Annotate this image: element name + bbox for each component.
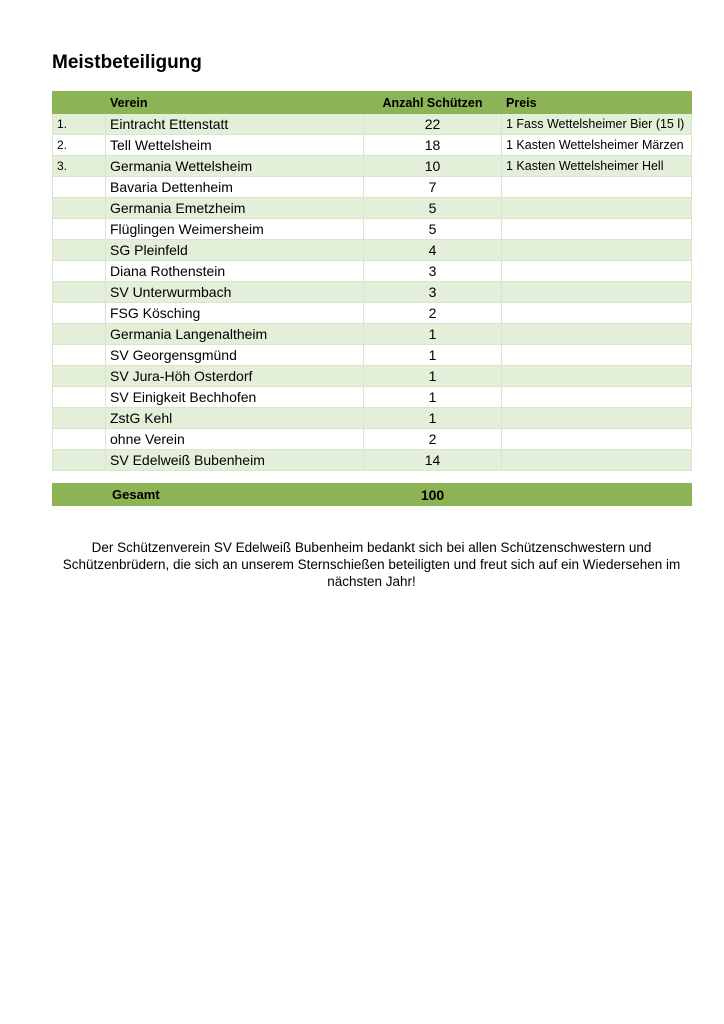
rank-cell: 3. <box>53 156 106 177</box>
count-cell: 1 <box>364 324 502 345</box>
rank-cell <box>53 303 106 324</box>
table-body <box>53 114 692 471</box>
club-cell: SV Unterwurmbach <box>106 282 364 303</box>
prize-cell <box>502 366 692 387</box>
header-rank <box>53 92 106 114</box>
count-cell: 4 <box>364 240 502 261</box>
rank-cell <box>53 240 106 261</box>
rank-cell <box>53 366 106 387</box>
rank-cell <box>53 429 106 450</box>
prize-cell <box>502 345 692 366</box>
prize-cell <box>502 408 692 429</box>
count-cell: 3 <box>364 261 502 282</box>
header-count: Anzahl Schützen <box>364 92 502 114</box>
club-cell: SV Edelweiß Bubenheim <box>106 450 364 471</box>
rank-cell <box>53 450 106 471</box>
table-row <box>53 366 692 387</box>
club-cell: ohne Verein <box>106 429 364 450</box>
rank-cell <box>53 282 106 303</box>
header-club: Verein <box>106 92 364 114</box>
rank-cell <box>53 324 106 345</box>
prize-cell <box>502 429 692 450</box>
rank-cell <box>53 198 106 219</box>
count-cell: 1 <box>364 408 502 429</box>
prize-cell: 1 Fass Wettelsheimer Bier (15 l) <box>502 114 692 135</box>
club-cell: Diana Rothenstein <box>106 261 364 282</box>
prize-cell: 1 Kasten Wettelsheimer Hell <box>502 156 692 177</box>
table-row <box>53 387 692 408</box>
count-cell: 18 <box>364 135 502 156</box>
club-cell: SV Jura-Höh Osterdorf <box>106 366 364 387</box>
table-row <box>53 345 692 366</box>
table-row <box>53 177 692 198</box>
club-cell: Eintracht Ettenstatt <box>106 114 364 135</box>
club-cell: Tell Wettelsheim <box>106 135 364 156</box>
total-prize-cell <box>502 484 692 506</box>
table-row <box>53 198 692 219</box>
count-cell: 1 <box>364 387 502 408</box>
header-prize: Preis <box>502 92 692 114</box>
prize-cell <box>502 282 692 303</box>
page-title: Meistbeteiligung <box>52 52 202 73</box>
table-row <box>53 450 692 471</box>
count-cell: 1 <box>364 366 502 387</box>
table-row <box>53 429 692 450</box>
count-cell: 22 <box>364 114 502 135</box>
table-row <box>53 156 692 177</box>
club-cell: Germania Emetzheim <box>106 198 364 219</box>
count-cell: 2 <box>364 303 502 324</box>
club-cell: FSG Kösching <box>106 303 364 324</box>
table-row <box>53 261 692 282</box>
count-cell: 7 <box>364 177 502 198</box>
count-cell: 5 <box>364 198 502 219</box>
count-cell: 3 <box>364 282 502 303</box>
club-cell: SV Georgensgmünd <box>106 345 364 366</box>
rank-cell <box>53 408 106 429</box>
total-row <box>53 484 692 506</box>
prize-cell <box>502 219 692 240</box>
table-row <box>53 408 692 429</box>
prize-cell <box>502 387 692 408</box>
rank-cell <box>53 387 106 408</box>
table-row <box>53 219 692 240</box>
prize-cell <box>502 450 692 471</box>
rank-cell <box>53 345 106 366</box>
club-cell: Germania Langenaltheim <box>106 324 364 345</box>
prize-cell: 1 Kasten Wettelsheimer Märzen <box>502 135 692 156</box>
prize-cell <box>502 261 692 282</box>
rank-cell <box>53 261 106 282</box>
table-header-row <box>53 92 692 114</box>
total-label: Gesamt <box>106 484 364 506</box>
count-cell: 10 <box>364 156 502 177</box>
table-row <box>53 324 692 345</box>
rank-cell: 2. <box>53 135 106 156</box>
count-cell: 1 <box>364 345 502 366</box>
club-cell: Flüglingen Weimersheim <box>106 219 364 240</box>
table-row <box>53 282 692 303</box>
club-cell: SG Pleinfeld <box>106 240 364 261</box>
count-cell: 14 <box>364 450 502 471</box>
rank-cell: 1. <box>53 114 106 135</box>
club-cell: Bavaria Dettenheim <box>106 177 364 198</box>
prize-cell <box>502 198 692 219</box>
club-cell: ZstG Kehl <box>106 408 364 429</box>
participation-table <box>52 91 692 471</box>
table-row <box>53 135 692 156</box>
prize-cell <box>502 177 692 198</box>
total-table <box>52 483 692 506</box>
club-cell: Germania Wettelsheim <box>106 156 364 177</box>
club-cell: SV Einigkeit Bechhofen <box>106 387 364 408</box>
rank-cell <box>53 219 106 240</box>
prize-cell <box>502 324 692 345</box>
thank-you-text: Der Schützenverein SV Edelweiß Bubenheim bedankt sich bei allen Schützenschwestern und Schützenbrüdern, die sich an unserem Sternschießen beteiligten und freut sich auf ein Wiedersehen im nächsten Jahr! <box>62 540 681 589</box>
table-row <box>53 240 692 261</box>
count-cell: 2 <box>364 429 502 450</box>
total-rank-cell <box>53 484 106 506</box>
total-count: 100 <box>364 484 502 506</box>
count-cell: 5 <box>364 219 502 240</box>
rank-cell <box>53 177 106 198</box>
prize-cell <box>502 303 692 324</box>
table-row <box>53 114 692 135</box>
table-row <box>53 303 692 324</box>
prize-cell <box>502 240 692 261</box>
